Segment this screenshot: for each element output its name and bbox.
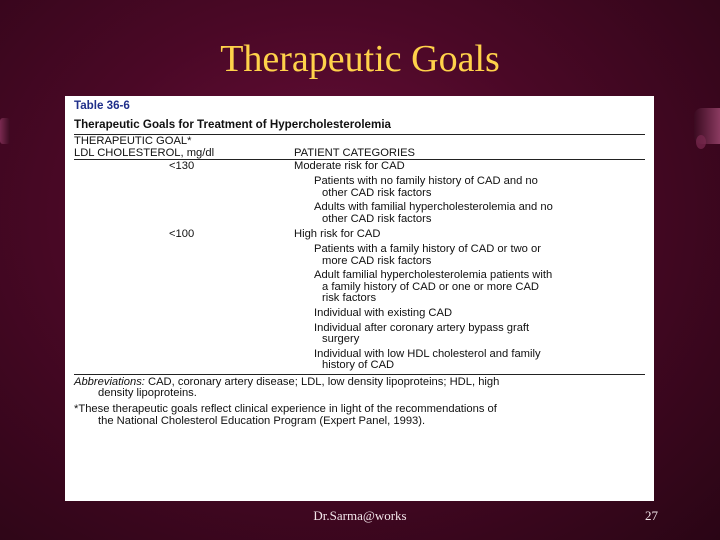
patient-category-item: [294, 349, 645, 372]
patient-category-item: [294, 244, 645, 267]
patient-category-line: history of CAD: [322, 359, 395, 372]
table-header: [74, 135, 645, 159]
patient-category-line: Individual with low HDL cholesterol and family: [314, 347, 541, 360]
risk-level: High risk for CAD: [294, 228, 381, 241]
goal-header-line-1: THERAPEUTIC GOAL*: [74, 135, 192, 148]
table-bottom-rule: [74, 374, 645, 375]
abbreviations-line-2: density lipoproteins.: [98, 387, 197, 400]
category-column-header: PATIENT CATEGORIES: [294, 146, 416, 159]
ldl-goal-value: <130: [169, 160, 195, 173]
patient-category-line: Individual with existing CAD: [314, 306, 453, 319]
table-footnotes: [74, 377, 645, 427]
patient-category-line: Individual after coronary artery bypass graft: [314, 321, 530, 334]
patient-category-line: Patients with a family history of CAD or two or: [314, 242, 541, 255]
goal-column-header: [74, 136, 294, 159]
decorative-shape-left: [0, 118, 10, 144]
patient-category-line: a family history of CAD or one or more CAD: [322, 280, 539, 293]
risk-level: Moderate risk for CAD: [294, 160, 405, 173]
patient-category-line: Patients with no family history of CAD and no: [314, 174, 538, 187]
table-figure: [65, 96, 654, 501]
footnote-line-1: *These therapeutic goals reflect clinical experience in light of the recommendations of: [74, 403, 497, 416]
patient-category-cell: [294, 161, 645, 225]
patient-category-item: [294, 270, 645, 305]
patient-category-line: risk factors: [322, 292, 377, 305]
patient-category-line: other CAD risk factors: [322, 212, 432, 225]
table-row: [74, 229, 645, 372]
ldl-goal-value: <100: [169, 228, 195, 241]
patient-category-line: more CAD risk factors: [322, 254, 432, 267]
goal-header-line-2: LDL CHOLESTEROL, mg/dl: [74, 146, 215, 159]
patient-category-item: [294, 323, 645, 346]
slide-title: Therapeutic Goals: [220, 38, 500, 80]
patient-category-item: [294, 308, 645, 320]
footer-author: Dr.Sarma@works: [313, 508, 407, 523]
patient-category-line: surgery: [322, 333, 360, 346]
abbreviations-text: CAD, coronary artery disease; LDL, low density lipoproteins; HDL, high: [144, 375, 500, 388]
table-row: [74, 161, 645, 225]
table-title: Therapeutic Goals for Treatment of Hypercholesterolemia: [74, 117, 391, 131]
decorative-dot-right: [696, 135, 706, 149]
patient-category-cell: [294, 229, 645, 372]
patient-category-line: Adults with familial hypercholesterolemia and no: [314, 201, 553, 214]
patient-category-item: [294, 176, 645, 199]
patient-category-line: Adult familial hypercholesterolemia patients with: [314, 269, 553, 282]
table-body: [74, 161, 645, 372]
abbreviations-label: Abbreviations:: [74, 375, 145, 388]
patient-category-item: [294, 202, 645, 225]
footnote-line-2: the National Cholesterol Education Program (Expert Panel, 1993).: [98, 414, 426, 427]
page-number: 27: [645, 508, 658, 523]
table-number: Table 36-6: [74, 99, 130, 112]
patient-category-line: other CAD risk factors: [322, 186, 432, 199]
